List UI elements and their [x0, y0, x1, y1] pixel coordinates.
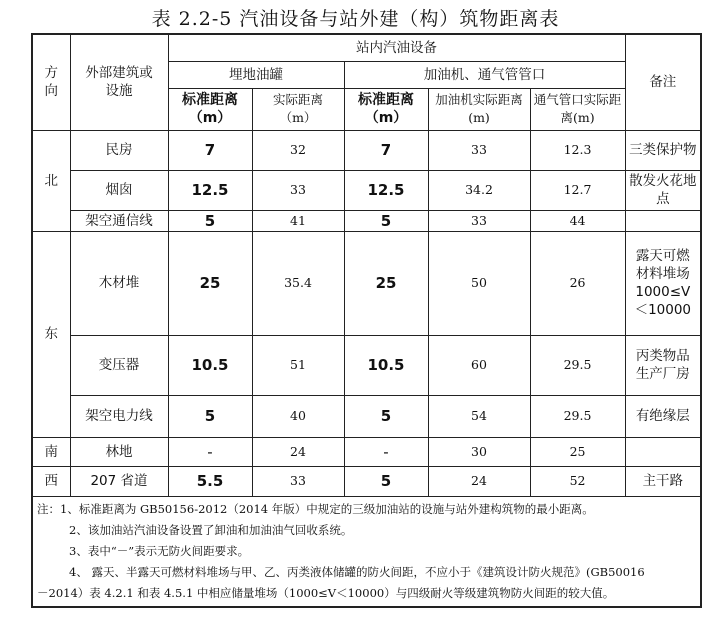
- row-vent-actual: 44: [530, 210, 625, 231]
- header-tank-std: 标准距离（m）: [168, 88, 252, 130]
- row-name: 变压器: [70, 335, 168, 395]
- note-line: 注：1、标准距离为 GB50156-2012（2014 年版）中规定的三级加油站的设施与站外建构筑物的最小距离。: [37, 501, 594, 516]
- row-disp-actual: 50: [428, 231, 530, 335]
- row-tank-std: 7: [168, 130, 252, 170]
- table-row: [32, 466, 701, 496]
- header-group: 站内汽油设备: [168, 34, 625, 61]
- row-disp-std: 5: [344, 395, 428, 437]
- row-disp-std: 12.5: [344, 170, 428, 210]
- note-line: －2014）表 4.2.1 和表 4.5.1 中相应储量堆场（1000≤V＜10000）与四级耐火等级建筑物防火间距的较大值。: [37, 585, 615, 600]
- row-tank-actual: 24: [252, 437, 344, 466]
- row-name: 207 省道: [70, 466, 168, 496]
- header-remark: 备注: [625, 34, 701, 130]
- row-vent-actual: 25: [530, 437, 625, 466]
- row-tank-std: 5: [168, 210, 252, 231]
- note-line: 3、表中“－”表示无防火间距要求。: [69, 543, 250, 558]
- row-tank-actual: 51: [252, 335, 344, 395]
- row-tank-std: 5.5: [168, 466, 252, 496]
- table-row: [32, 231, 701, 335]
- table-row: [32, 395, 701, 437]
- row-disp-std: 10.5: [344, 335, 428, 395]
- row-direction: 北: [32, 130, 70, 231]
- row-tank-std: -: [168, 437, 252, 466]
- header-tank: 埋地油罐: [168, 61, 344, 88]
- row-remark: 有绝缘层: [625, 395, 701, 437]
- table-row: [32, 335, 701, 395]
- row-name: 木材堆: [70, 231, 168, 335]
- row-disp-std: 7: [344, 130, 428, 170]
- table-row: [32, 170, 701, 210]
- header-disp-std: 标准距离（m）: [344, 88, 428, 130]
- row-vent-actual: 12.3: [530, 130, 625, 170]
- row-disp-actual: 24: [428, 466, 530, 496]
- table-title: 表 2.2-5 汽油设备与站外建（构）筑物距离表: [151, 8, 560, 30]
- row-disp-actual: 34.2: [428, 170, 530, 210]
- header-direction: 方向: [32, 34, 70, 130]
- table-notes: [32, 496, 701, 607]
- row-tank-actual: 33: [252, 466, 344, 496]
- row-vent-actual: 29.5: [530, 395, 625, 437]
- row-vent-actual: 52: [530, 466, 625, 496]
- row-tank-std: 5: [168, 395, 252, 437]
- row-vent-actual: 29.5: [530, 335, 625, 395]
- row-direction: 东: [32, 231, 70, 437]
- row-remark: 露天可燃材料堆场1000≤V＜10000: [625, 231, 701, 335]
- row-direction: 西: [32, 466, 70, 496]
- row-direction: 南: [32, 437, 70, 466]
- note-line: 4、 露天、半露天可燃材料堆场与甲、乙、丙类液体储罐的防火间距，不应小于《建筑设计防火规范》(GB50016: [69, 564, 645, 579]
- row-name: 林地: [70, 437, 168, 466]
- table-row: [32, 210, 701, 231]
- row-remark: 散发火花地点: [625, 170, 701, 210]
- row-remark: [625, 437, 701, 466]
- row-disp-std: -: [344, 437, 428, 466]
- row-name: 民房: [70, 130, 168, 170]
- row-remark: 主干路: [625, 466, 701, 496]
- row-tank-actual: 32: [252, 130, 344, 170]
- row-vent-actual: 12.7: [530, 170, 625, 210]
- table-row: [32, 437, 701, 466]
- distance-table-container: [31, 33, 700, 608]
- row-disp-actual: 54: [428, 395, 530, 437]
- row-tank-actual: 40: [252, 395, 344, 437]
- row-disp-std: 25: [344, 231, 428, 335]
- row-disp-actual: 33: [428, 210, 530, 231]
- header-disp-actual: 加油机实际距离(m): [428, 88, 530, 130]
- row-disp-actual: 60: [428, 335, 530, 395]
- row-remark: 三类保护物: [625, 130, 701, 170]
- row-name: 架空电力线: [70, 395, 168, 437]
- header-tank-actual: 实际距离（m）: [252, 88, 344, 130]
- row-remark: [625, 210, 701, 231]
- table-row: [32, 130, 701, 170]
- header-dispenser: 加油机、通气管管口: [344, 61, 625, 88]
- row-tank-std: 12.5: [168, 170, 252, 210]
- row-name: 架空通信线: [70, 210, 168, 231]
- row-disp-actual: 33: [428, 130, 530, 170]
- note-line: 2、该加油站汽油设备设置了卸油和加油油气回收系统。: [69, 522, 353, 537]
- row-tank-actual: 41: [252, 210, 344, 231]
- row-disp-std: 5: [344, 466, 428, 496]
- row-tank-std: 10.5: [168, 335, 252, 395]
- row-tank-std: 25: [168, 231, 252, 335]
- row-remark: 丙类物品生产厂房: [625, 335, 701, 395]
- row-disp-actual: 30: [428, 437, 530, 466]
- header-vent-actual: 通气管口实际距离(m): [530, 88, 625, 130]
- header-building: 外部建筑或设施: [70, 34, 168, 130]
- row-tank-actual: 35.4: [252, 231, 344, 335]
- row-name: 烟囱: [70, 170, 168, 210]
- row-disp-std: 5: [344, 210, 428, 231]
- distance-table: [31, 33, 702, 608]
- row-tank-actual: 33: [252, 170, 344, 210]
- row-vent-actual: 26: [530, 231, 625, 335]
